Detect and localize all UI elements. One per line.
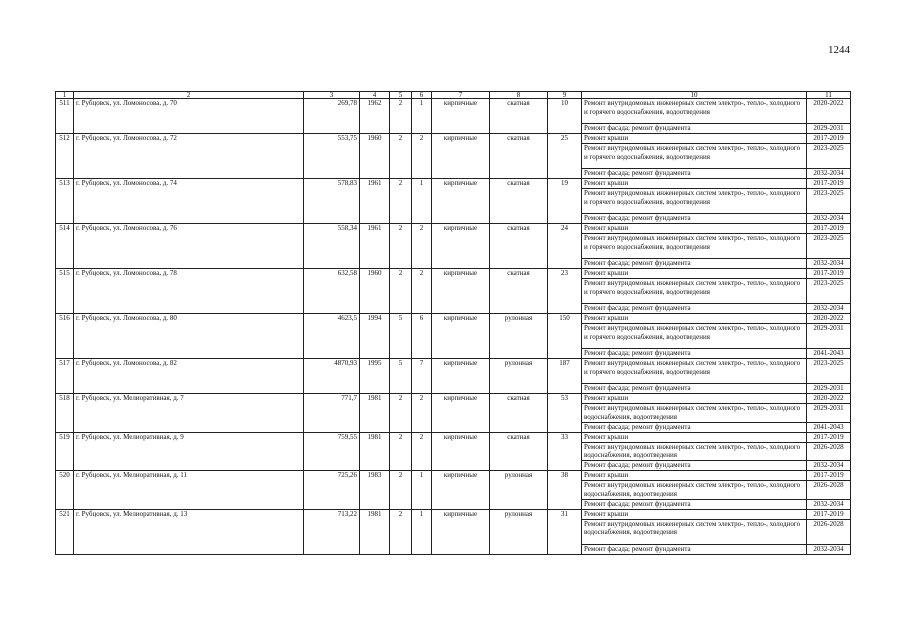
work-type-cell: Ремонт фасада; ремонт фундамента: [582, 499, 807, 509]
entrances-cell: 2: [412, 224, 432, 269]
floors-cell: 2: [390, 394, 412, 433]
house-number-cell: 521: [56, 509, 74, 554]
roof-type-cell: скатная: [490, 179, 548, 224]
roof-type-cell: скатная: [490, 394, 548, 433]
page-number: 1244: [828, 44, 850, 56]
entrances-cell: 6: [412, 314, 432, 359]
house-number-cell: 518: [56, 394, 74, 433]
wall-material-cell: кирпичные: [432, 394, 490, 433]
work-period-cell: 2017-2019: [807, 432, 851, 442]
year-cell: 1962: [360, 99, 390, 134]
work-period-cell: 2026-2028: [807, 519, 851, 544]
year-cell: 1995: [360, 359, 390, 394]
work-period-cell: 2023-2025: [807, 279, 851, 304]
year-cell: 1981: [360, 394, 390, 433]
work-type-cell: Ремонт внутридомовых инженерных систем электро-, тепло-, холодного и горячего водоснабжения, водоотведения: [582, 359, 807, 384]
table-row: [56, 359, 851, 384]
house-number-cell: 515: [56, 269, 74, 314]
floors-cell: 5: [390, 314, 412, 359]
wall-material-cell: кирпичные: [432, 269, 490, 314]
area-cell: 759,55: [304, 432, 360, 471]
work-period-cell: 2029-2031: [807, 384, 851, 394]
roof-type-cell: скатная: [490, 432, 548, 471]
work-type-cell: Ремонт внутридомовых инженерных систем электро-, тепло-, холодного водоснабжения, водоотведения: [582, 481, 807, 500]
residents-cell: 10: [548, 99, 582, 134]
work-period-cell: 2017-2019: [807, 224, 851, 234]
area-cell: 713,22: [304, 509, 360, 554]
work-period-cell: 2029-2031: [807, 404, 851, 423]
work-type-cell: Ремонт фасада; ремонт фундамента: [582, 124, 807, 134]
address-cell: г. Рубцовск, ул. Ломоносова, д. 78: [74, 269, 304, 314]
work-period-cell: 2017-2019: [807, 509, 851, 519]
work-period-cell: 2017-2019: [807, 134, 851, 144]
floors-cell: 2: [390, 179, 412, 224]
table-header: [56, 92, 851, 99]
work-type-cell: Ремонт фасада; ремонт фундамента: [582, 169, 807, 179]
work-type-cell: Ремонт фасада; ремонт фундамента: [582, 461, 807, 471]
floors-cell: 2: [390, 269, 412, 314]
work-type-cell: Ремонт фасада; ремонт фундамента: [582, 544, 807, 554]
year-cell: 1960: [360, 134, 390, 179]
work-period-cell: 2032-2034: [807, 499, 851, 509]
wall-material-cell: кирпичные: [432, 359, 490, 394]
roof-type-cell: скатная: [490, 99, 548, 134]
entrances-cell: 2: [412, 394, 432, 433]
work-period-cell: 2026-2028: [807, 442, 851, 461]
work-period-cell: 2023-2025: [807, 189, 851, 214]
work-type-cell: Ремонт внутридомовых инженерных систем электро-, тепло-, холодного и горячего водоснабжения, водоотведения: [582, 234, 807, 259]
wall-material-cell: кирпичные: [432, 224, 490, 269]
table-row: [56, 432, 851, 442]
work-type-cell: Ремонт внутридомовых инженерных систем электро-, тепло-, холодного и горячего водоснабжения, водоотведения: [582, 99, 807, 124]
wall-material-cell: кирпичные: [432, 509, 490, 554]
area-cell: 771,7: [304, 394, 360, 433]
work-type-cell: Ремонт крыши: [582, 509, 807, 519]
column-header: 8: [490, 92, 548, 99]
work-type-cell: Ремонт фасада; ремонт фундамента: [582, 422, 807, 432]
table-row: [56, 314, 851, 324]
table-row: [56, 394, 851, 404]
capital-repair-table: [55, 91, 851, 555]
work-type-cell: Ремонт крыши: [582, 134, 807, 144]
address-cell: г. Рубцовск, ул. Ломоносова, д. 80: [74, 314, 304, 359]
area-cell: 725,26: [304, 471, 360, 510]
roof-type-cell: рулонная: [490, 509, 548, 554]
work-period-cell: 2023-2025: [807, 359, 851, 384]
year-cell: 1983: [360, 471, 390, 510]
work-type-cell: Ремонт фасада; ремонт фундамента: [582, 304, 807, 314]
wall-material-cell: кирпичные: [432, 432, 490, 471]
table-row: [56, 269, 851, 279]
house-number-cell: 511: [56, 99, 74, 134]
table-row: [56, 509, 851, 519]
house-number-cell: 513: [56, 179, 74, 224]
entrances-cell: 1: [412, 179, 432, 224]
table-row: [56, 471, 851, 481]
address-cell: г. Рубцовск, ул. Ломоносова, д. 74: [74, 179, 304, 224]
work-type-cell: Ремонт крыши: [582, 432, 807, 442]
entrances-cell: 1: [412, 99, 432, 134]
work-period-cell: 2026-2028: [807, 481, 851, 500]
work-period-cell: 2023-2025: [807, 234, 851, 259]
address-cell: г. Рубцовск, ул. Мелиоративная, д. 7: [74, 394, 304, 433]
house-number-cell: 520: [56, 471, 74, 510]
work-type-cell: Ремонт внутридомовых инженерных систем электро-, тепло-, холодного и горячего водоснабжения, водоотведения: [582, 279, 807, 304]
column-header: 10: [582, 92, 807, 99]
table-row: [56, 134, 851, 144]
address-cell: г. Рубцовск, ул. Ломоносова, д. 82: [74, 359, 304, 394]
work-type-cell: Ремонт крыши: [582, 269, 807, 279]
table-row: [56, 99, 851, 124]
work-type-cell: Ремонт фасада; ремонт фундамента: [582, 214, 807, 224]
wall-material-cell: кирпичные: [432, 99, 490, 134]
roof-type-cell: скатная: [490, 134, 548, 179]
work-type-cell: Ремонт крыши: [582, 471, 807, 481]
house-number-cell: 517: [56, 359, 74, 394]
work-type-cell: Ремонт внутридомовых инженерных систем электро-, тепло-, холодного и горячего водоснабжения, водоотведения: [582, 144, 807, 169]
house-number-cell: 514: [56, 224, 74, 269]
wall-material-cell: кирпичные: [432, 134, 490, 179]
residents-cell: 150: [548, 314, 582, 359]
work-period-cell: 2032-2034: [807, 259, 851, 269]
floors-cell: 2: [390, 471, 412, 510]
house-number-cell: 519: [56, 432, 74, 471]
entrances-cell: 7: [412, 359, 432, 394]
work-period-cell: 2023-2025: [807, 144, 851, 169]
work-period-cell: 2032-2034: [807, 169, 851, 179]
address-cell: г. Рубцовск, ул. Ломоносова, д. 76: [74, 224, 304, 269]
work-type-cell: Ремонт фасада; ремонт фундамента: [582, 259, 807, 269]
column-header: 4: [360, 92, 390, 99]
work-period-cell: 2041-2043: [807, 422, 851, 432]
entrances-cell: 1: [412, 509, 432, 554]
work-type-cell: Ремонт внутридомовых инженерных систем электро-, тепло-, холодного водоснабжения, водоотведения: [582, 404, 807, 423]
address-cell: г. Рубцовск, ул. Ломоносова, д. 72: [74, 134, 304, 179]
residents-cell: 31: [548, 509, 582, 554]
area-cell: 269,78: [304, 99, 360, 134]
work-type-cell: Ремонт внутридомовых инженерных систем электро-, тепло-, холодного водоснабжения, водоотведения: [582, 442, 807, 461]
work-type-cell: Ремонт крыши: [582, 224, 807, 234]
column-header: 3: [304, 92, 360, 99]
house-number-cell: 512: [56, 134, 74, 179]
area-cell: 632,58: [304, 269, 360, 314]
work-period-cell: 2020-2022: [807, 99, 851, 124]
floors-cell: 2: [390, 99, 412, 134]
table-body: [56, 99, 851, 555]
roof-type-cell: рулонная: [490, 471, 548, 510]
work-period-cell: 2029-2031: [807, 124, 851, 134]
column-header: 7: [432, 92, 490, 99]
column-header: 11: [807, 92, 851, 99]
area-cell: 578,83: [304, 179, 360, 224]
address-cell: г. Рубцовск, ул. Мелиоративная, д. 13: [74, 509, 304, 554]
wall-material-cell: кирпичные: [432, 314, 490, 359]
floors-cell: 2: [390, 509, 412, 554]
column-header: 1: [56, 92, 74, 99]
work-period-cell: 2032-2034: [807, 544, 851, 554]
year-cell: 1981: [360, 432, 390, 471]
entrances-cell: 2: [412, 432, 432, 471]
residents-cell: 53: [548, 394, 582, 433]
work-period-cell: 2017-2019: [807, 471, 851, 481]
work-type-cell: Ремонт крыши: [582, 179, 807, 189]
house-number-cell: 516: [56, 314, 74, 359]
table-row: [56, 179, 851, 189]
work-period-cell: 2029-2031: [807, 324, 851, 349]
work-period-cell: 2041-2043: [807, 349, 851, 359]
work-type-cell: Ремонт внутридомовых инженерных систем электро-, тепло-, холодного водоснабжения, водоотведения: [582, 519, 807, 544]
floors-cell: 2: [390, 224, 412, 269]
year-cell: 1994: [360, 314, 390, 359]
work-type-cell: Ремонт крыши: [582, 394, 807, 404]
address-cell: г. Рубцовск, ул. Мелиоративная, д. 11: [74, 471, 304, 510]
work-period-cell: 2032-2034: [807, 461, 851, 471]
work-period-cell: 2032-2034: [807, 214, 851, 224]
entrances-cell: 1: [412, 471, 432, 510]
floors-cell: 2: [390, 134, 412, 179]
year-cell: 1981: [360, 509, 390, 554]
address-cell: г. Рубцовск, ул. Ломоносова, д. 70: [74, 99, 304, 134]
column-number-row: [56, 92, 851, 99]
column-header: 2: [74, 92, 304, 99]
residents-cell: 38: [548, 471, 582, 510]
residents-cell: 33: [548, 432, 582, 471]
floors-cell: 2: [390, 432, 412, 471]
area-cell: 4623,5: [304, 314, 360, 359]
work-type-cell: Ремонт внутридомовых инженерных систем электро-, тепло-, холодного и горячего водоснабжения, водоотведения: [582, 324, 807, 349]
roof-type-cell: рулонная: [490, 359, 548, 394]
address-cell: г. Рубцовск, ул. Мелиоративная, д. 9: [74, 432, 304, 471]
residents-cell: 19: [548, 179, 582, 224]
work-type-cell: Ремонт фасада; ремонт фундамента: [582, 349, 807, 359]
entrances-cell: 2: [412, 134, 432, 179]
work-period-cell: 2020-2022: [807, 394, 851, 404]
work-period-cell: 2017-2019: [807, 179, 851, 189]
work-period-cell: 2017-2019: [807, 269, 851, 279]
year-cell: 1961: [360, 224, 390, 269]
work-type-cell: Ремонт фасада; ремонт фундамента: [582, 384, 807, 394]
area-cell: 553,75: [304, 134, 360, 179]
area-cell: 4870,93: [304, 359, 360, 394]
entrances-cell: 2: [412, 269, 432, 314]
residents-cell: 25: [548, 134, 582, 179]
roof-type-cell: рулонная: [490, 314, 548, 359]
work-type-cell: Ремонт внутридомовых инженерных систем электро-, тепло-, холодного и горячего водоснабжения, водоотведения: [582, 189, 807, 214]
wall-material-cell: кирпичные: [432, 471, 490, 510]
year-cell: 1960: [360, 269, 390, 314]
roof-type-cell: скатная: [490, 224, 548, 269]
year-cell: 1961: [360, 179, 390, 224]
table-row: [56, 224, 851, 234]
wall-material-cell: кирпичные: [432, 179, 490, 224]
roof-type-cell: скатная: [490, 269, 548, 314]
work-period-cell: 2020-2022: [807, 314, 851, 324]
work-period-cell: 2032-2034: [807, 304, 851, 314]
residents-cell: 23: [548, 269, 582, 314]
residents-cell: 24: [548, 224, 582, 269]
column-header: 9: [548, 92, 582, 99]
area-cell: 558,34: [304, 224, 360, 269]
column-header: 6: [412, 92, 432, 99]
work-type-cell: Ремонт крыши: [582, 314, 807, 324]
floors-cell: 5: [390, 359, 412, 394]
residents-cell: 187: [548, 359, 582, 394]
column-header: 5: [390, 92, 412, 99]
